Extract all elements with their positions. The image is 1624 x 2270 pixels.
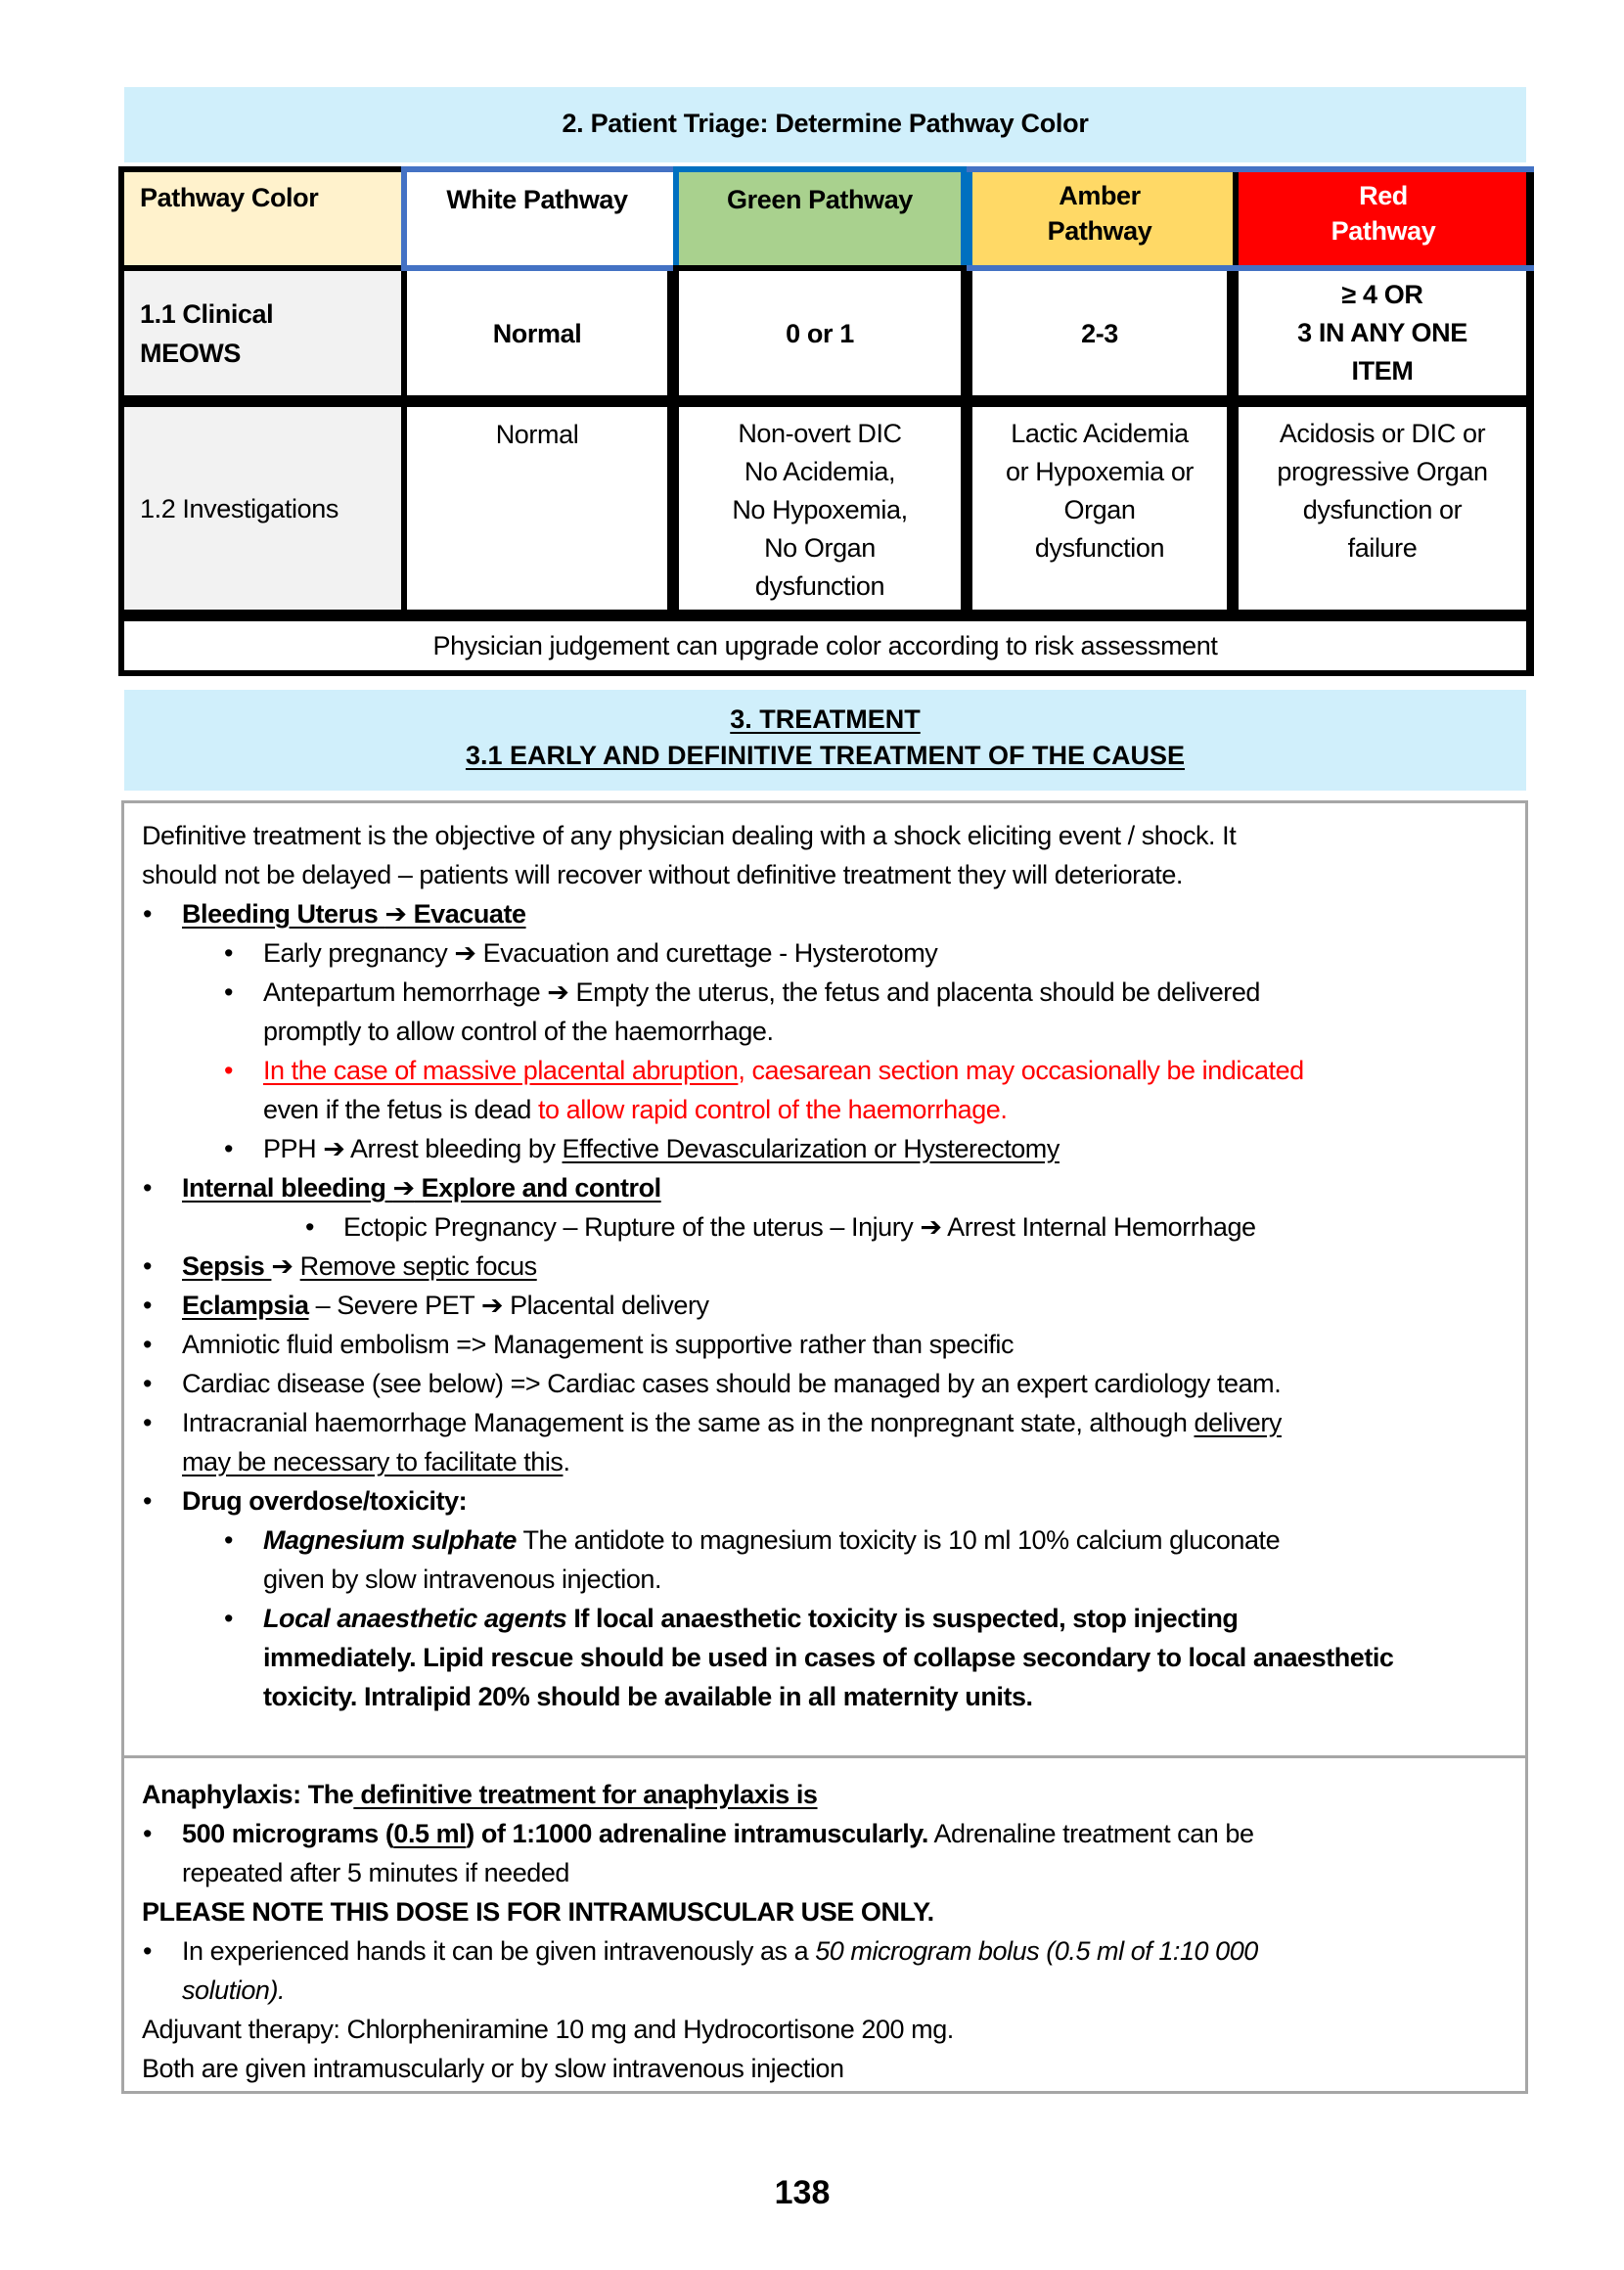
local-anaesthetic-item-cont-1: immediately. Lipid rescue should be used in cases of collapse secondary to local anaesthetic bbox=[263, 1643, 1394, 1672]
text: Magnesium sulphate bbox=[263, 1525, 517, 1555]
cell-text: 0 or 1 bbox=[786, 318, 854, 348]
text: 0.5 ml bbox=[393, 1819, 467, 1848]
text: Bleeding Uterus bbox=[182, 899, 385, 929]
footer-text: Physician judgement can upgrade color according to risk assessment bbox=[432, 631, 1218, 660]
cell-text-line: progressive Organ bbox=[1277, 457, 1488, 486]
text: Arrest bleeding by bbox=[344, 1134, 563, 1163]
cell-text-line: No Organ bbox=[764, 533, 876, 563]
bullet-icon: • bbox=[143, 1330, 153, 1359]
text: Ectopic Pregnancy – Rupture of the uterus – Injury bbox=[343, 1212, 921, 1242]
bullet-icon: • bbox=[305, 1212, 315, 1242]
cell-text-line: ITEM bbox=[1351, 356, 1414, 386]
text: In the case of massive placental abruption bbox=[263, 1056, 739, 1085]
magnesium-item-cont: given by slow intravenous injection. bbox=[263, 1565, 662, 1594]
investigations-amber bbox=[972, 407, 1227, 610]
text: The antidote to magnesium toxicity is 10 ml 10% calcium gluconate bbox=[516, 1525, 1281, 1555]
cell-text-line: No Acidemia, bbox=[744, 457, 896, 486]
text: Adrenaline treatment can be bbox=[927, 1819, 1254, 1848]
text: 50 microgram bolus (0.5 ml of 1:10 000 bbox=[815, 1936, 1258, 1966]
arrow-right-icon: ➔ bbox=[384, 899, 407, 929]
anaphylaxis-heading bbox=[142, 1775, 818, 1814]
text: Anaphylaxis: The bbox=[142, 1780, 354, 1809]
header-white-label: White Pathway bbox=[446, 185, 628, 214]
header-amber-label-2: Pathway bbox=[1047, 216, 1152, 246]
bullet-icon: • bbox=[143, 899, 153, 929]
triage-footer-note bbox=[124, 621, 1526, 670]
header-red-pathway bbox=[1233, 166, 1534, 271]
treatment-title: 3. TREATMENT bbox=[730, 704, 921, 734]
row-label-line-2: MEOWS bbox=[140, 338, 241, 368]
pph-item bbox=[263, 1129, 1060, 1168]
text: If local anaesthetic toxicity is suspected, stop injecting bbox=[566, 1604, 1239, 1633]
text: Empty the uterus, the fetus and placenta should be delivered bbox=[568, 977, 1260, 1007]
header-amber-label-1: Amber bbox=[1059, 181, 1141, 210]
meows-amber bbox=[972, 271, 1227, 395]
text: Arrest Internal Hemorrhage bbox=[941, 1212, 1256, 1242]
investigations-red bbox=[1239, 407, 1526, 610]
bullet-icon: • bbox=[143, 1173, 153, 1203]
cell-text-line: No Hypoxemia, bbox=[732, 495, 908, 524]
triage-section-header bbox=[124, 87, 1526, 162]
administration-route: Both are given intramuscularly or by slow intravenous injection bbox=[142, 2054, 844, 2083]
header-green-pathway bbox=[673, 166, 967, 271]
sepsis-item bbox=[182, 1247, 537, 1286]
cell-text-line: Organ bbox=[1063, 495, 1136, 524]
antepartum-item bbox=[263, 973, 1260, 1012]
bullet-icon: • bbox=[143, 1369, 153, 1398]
bullet-icon: • bbox=[224, 1604, 234, 1633]
text: delivery bbox=[1194, 1408, 1282, 1437]
header-green-label: Green Pathway bbox=[727, 185, 913, 214]
page-number: 138 bbox=[774, 2174, 831, 2211]
row-label-line-1: 1.1 Clinical bbox=[140, 298, 274, 329]
text: Evacuation and curettage - Hysterotomy bbox=[475, 938, 938, 968]
bullet-icon: • bbox=[143, 1291, 153, 1320]
investigations-white bbox=[407, 407, 667, 610]
intracranial-item-cont bbox=[182, 1442, 570, 1481]
text: Local anaesthetic agents bbox=[263, 1604, 567, 1633]
text: Early pregnancy bbox=[263, 938, 455, 968]
meows-green bbox=[679, 271, 961, 395]
text: may be necessary to facilitate this bbox=[182, 1447, 564, 1476]
text: PPH bbox=[263, 1134, 324, 1163]
investigations-green bbox=[679, 407, 961, 610]
text: Sepsis bbox=[182, 1251, 272, 1281]
intro-line-2: should not be delayed – patients will recover without definitive treatment they will deteriorate. bbox=[142, 860, 1183, 889]
abruption-item bbox=[263, 1051, 1304, 1090]
bleeding-uterus-heading bbox=[182, 894, 526, 933]
text: Eclampsia bbox=[182, 1291, 309, 1320]
bullet-icon: • bbox=[224, 938, 234, 968]
row-label-investigations bbox=[124, 407, 401, 610]
arrow-right-icon: ➔ bbox=[920, 1212, 942, 1242]
treatment-subtitle: 3.1 EARLY AND DEFINITIVE TREATMENT OF THE CAUSE bbox=[465, 741, 1186, 770]
cell-text-line: ≥ 4 OR bbox=[1341, 280, 1423, 309]
cell-text-line: Lactic Acidemia bbox=[1011, 419, 1189, 448]
bullet-icon: • bbox=[143, 1408, 153, 1437]
adjuvant-therapy: Adjuvant therapy: Chlorpheniramine 10 mg and Hydrocortisone 200 mg. bbox=[142, 2015, 954, 2044]
cell-text-line: Acidosis or DIC or bbox=[1279, 419, 1486, 448]
intracranial-item bbox=[182, 1403, 1282, 1442]
text: Intracranial haemorrhage Management is the same as in the nonpregnant state, although bbox=[182, 1408, 1195, 1437]
bullet-icon: • bbox=[224, 1134, 234, 1163]
iv-item bbox=[182, 1931, 1258, 1971]
header-red-label-2: Pathway bbox=[1331, 216, 1436, 246]
ectopic-item bbox=[343, 1207, 1256, 1247]
arrow-right-icon: ➔ bbox=[547, 977, 569, 1007]
bullet-icon: • bbox=[143, 1819, 153, 1848]
bullet-icon: • bbox=[224, 1056, 234, 1085]
meows-red bbox=[1239, 271, 1526, 395]
treatment-section-header bbox=[124, 690, 1526, 791]
internal-bleeding-heading bbox=[182, 1168, 661, 1207]
header-pathway-color bbox=[124, 172, 401, 265]
text: – Severe PET bbox=[308, 1291, 481, 1320]
adrenaline-dose-item-cont: repeated after 5 minutes if needed bbox=[182, 1858, 569, 1887]
drug-overdose-heading: Drug overdose/toxicity: bbox=[182, 1486, 468, 1516]
bullet-icon: • bbox=[143, 1486, 153, 1516]
bullet-icon: • bbox=[143, 1936, 153, 1966]
iv-item-cont: solution). bbox=[182, 1975, 286, 2005]
meows-white bbox=[407, 271, 667, 395]
arrow-right-icon: ➔ bbox=[392, 1173, 415, 1203]
text: Explore and control bbox=[414, 1173, 661, 1203]
text: Remove septic focus bbox=[299, 1251, 537, 1281]
local-anaesthetic-item bbox=[263, 1599, 1238, 1638]
bullet-icon: • bbox=[224, 977, 234, 1007]
arrow-right-icon: ➔ bbox=[454, 938, 476, 968]
text: ) of 1:1000 adrenaline intramuscularly. bbox=[466, 1819, 928, 1848]
intro-line-1: Definitive treatment is the objective of any physician dealing with a shock eliciting event / shock. It bbox=[142, 821, 1237, 850]
cell-text: Normal bbox=[492, 318, 582, 348]
cell-text-line: Non-overt DIC bbox=[738, 419, 902, 448]
triage-table bbox=[118, 166, 1534, 676]
arrow-right-icon: ➔ bbox=[271, 1251, 293, 1281]
row-label-text: 1.2 Investigations bbox=[140, 493, 338, 523]
abruption-item-cont bbox=[263, 1090, 1007, 1129]
header-white-pathway bbox=[401, 166, 673, 271]
bullet-icon: • bbox=[143, 1251, 153, 1281]
cell-text-line: failure bbox=[1347, 533, 1418, 563]
im-only-note: PLEASE NOTE THIS DOSE IS FOR INTRAMUSCULAR USE ONLY. bbox=[142, 1897, 934, 1927]
local-anaesthetic-item-cont-2: toxicity. Intralipid 20% should be available in all maternity units. bbox=[263, 1682, 1033, 1711]
header-amber-pathway bbox=[967, 166, 1233, 271]
triage-title: 2. Patient Triage: Determine Pathway Color bbox=[562, 109, 1089, 138]
text: In experienced hands it can be given intravenously as a bbox=[182, 1936, 816, 1966]
cell-text-line: dysfunction bbox=[754, 571, 885, 601]
cell-text-line: or Hypoxemia or bbox=[1005, 457, 1195, 486]
row-label-clinical-meows bbox=[124, 271, 401, 395]
text: . bbox=[563, 1447, 570, 1476]
cell-text-line: 3 IN ANY ONE bbox=[1297, 318, 1467, 347]
bullet-icon: • bbox=[224, 1525, 234, 1555]
text: Internal bleeding bbox=[182, 1173, 393, 1203]
header-red-label-1: Red bbox=[1359, 181, 1408, 210]
cell-text: Normal bbox=[495, 420, 579, 449]
text: to allow rapid control of the haemorrhage. bbox=[538, 1095, 1008, 1124]
text: definitive treatment for anaphylaxis is bbox=[353, 1780, 818, 1809]
text: Effective Devascularization or Hysterectomy bbox=[562, 1134, 1060, 1163]
header-label: Pathway Color bbox=[140, 183, 319, 212]
eclampsia-item bbox=[182, 1286, 709, 1325]
cell-text-line: dysfunction or bbox=[1302, 495, 1463, 524]
text: 500 micrograms ( bbox=[182, 1819, 394, 1848]
early-pregnancy-item bbox=[263, 933, 937, 973]
adrenaline-dose-item bbox=[182, 1814, 1254, 1853]
arrow-right-icon: ➔ bbox=[480, 1291, 504, 1320]
antepartum-item-cont: promptly to allow control of the haemorrhage. bbox=[263, 1017, 774, 1046]
arrow-right-icon: ➔ bbox=[323, 1134, 345, 1163]
text: even if the fetus is dead bbox=[263, 1095, 538, 1124]
amniotic-item: Amniotic fluid embolism => Management is supportive rather than specific bbox=[182, 1330, 1015, 1359]
cell-text-line: dysfunction bbox=[1034, 533, 1165, 563]
cardiac-item: Cardiac disease (see below) => Cardiac cases should be managed by an expert cardiology team. bbox=[182, 1369, 1282, 1398]
text: Antepartum hemorrhage bbox=[263, 977, 548, 1007]
text: Evacuate bbox=[406, 899, 526, 929]
text: , caesarean section may occasionally be indicated bbox=[738, 1056, 1304, 1085]
cell-text: 2-3 bbox=[1081, 318, 1118, 348]
magnesium-item bbox=[263, 1521, 1280, 1560]
text: Placental delivery bbox=[503, 1291, 709, 1320]
